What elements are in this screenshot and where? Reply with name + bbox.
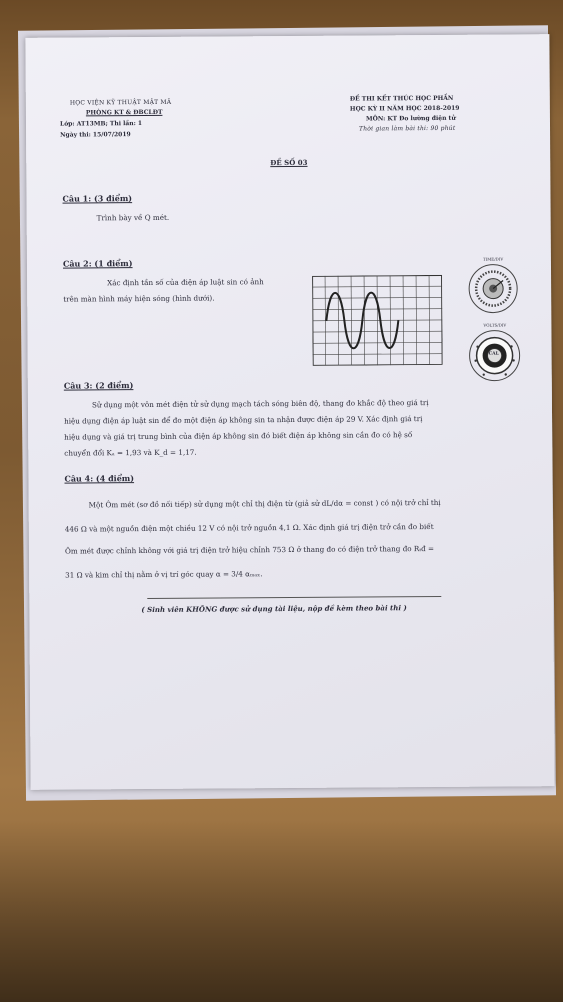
- footer-note: ( Sinh viên KHÔNG được sử dụng tài liệu, nộp đề kèm theo bài thi ): [141, 603, 407, 615]
- question-3-line-3: hiệu dụng và giá trị trung bình của điện áp không sin đó biết điện áp không sin cần đo có hệ số: [64, 430, 413, 442]
- question-1-text: Trình bày về Q mét.: [96, 212, 170, 223]
- exam-date: Ngày thi: 15/07/2019: [60, 131, 131, 139]
- time-div-label: TIME/DIV: [482, 256, 504, 262]
- time-div-dial: [467, 262, 519, 314]
- question-1-title: Câu 1: (3 điểm): [62, 193, 133, 204]
- exam-paper: [25, 34, 554, 790]
- footer-rule: [147, 596, 441, 599]
- volts-div-label: VOLTS/DIV: [483, 322, 507, 328]
- semester-info: HỌC KỲ II NĂM HỌC 2018-2019: [349, 104, 460, 113]
- question-4-line-1: Một Ôm mét (sơ đồ nối tiếp) sử dụng một chỉ thị điện từ (giả sử dL/dα = const ) có nội trở chỉ thị: [88, 497, 441, 510]
- graticule-grid: [312, 275, 443, 366]
- question-4-title: Câu 4: (4 điểm): [64, 473, 135, 484]
- question-2-title: Câu 2: (1 điểm): [62, 258, 133, 269]
- institution-name: HỌC VIỆN KỸ THUẬT MẬT MÃ: [69, 98, 172, 107]
- question-4-line-3: Ôm mét được chỉnh không với giá trị điện trở hiệu chỉnh 753 Ω ở thang đo có điện trở thang đo Rₜđ =: [64, 543, 435, 556]
- table-shadow: [0, 820, 563, 1002]
- class-info: Lớp: AT13MB; Thi lần: 1: [59, 120, 143, 128]
- question-2-line-2: trên màn hình máy hiện sóng (hình dưới).: [63, 293, 215, 304]
- question-4-line-4: 31 Ω và kim chỉ thị nằm ở vị trí góc quay α = 3/4 αₘₐₓ.: [65, 569, 263, 580]
- question-2-line-1: Xác định tần số của điện áp luật sin có ảnh: [107, 277, 264, 288]
- exam-duration: Thời gian làm bài thi: 90 phút: [359, 124, 456, 133]
- question-3-line-1: Sử dụng một vôn mét điện tử sử dụng mạch tách sóng biên độ, thang đo khắc độ theo giá trị: [91, 398, 429, 410]
- subject-name: MÔN: KT Đo lường điện tử: [365, 114, 456, 123]
- exam-heading: ĐỀ THI KẾT THÚC HỌC PHẦN: [349, 94, 454, 103]
- department-name: PHÒNG KT & ĐBCLĐT: [85, 108, 163, 117]
- question-4-line-2: 446 Ω và một nguồn điện một chiều 12 V có nội trở nguồn 4,1 Ω. Xác định giá trị điện trở cần đo biết: [64, 522, 434, 534]
- question-3-line-2: hiệu dụng điện áp luật sin để đo một điện áp không sin ta nhận được điện áp 29 V. Xác định giá trị: [64, 414, 423, 426]
- cal-label: CAL: [488, 351, 499, 357]
- question-3-line-4: chuyển đổi Kₐ = 1,93 và K_d = 1,17.: [64, 447, 197, 458]
- question-3-title: Câu 3: (2 điểm): [63, 380, 134, 391]
- exam-code: ĐỀ SỐ 03: [270, 157, 308, 168]
- oscilloscope-screen: [312, 275, 443, 366]
